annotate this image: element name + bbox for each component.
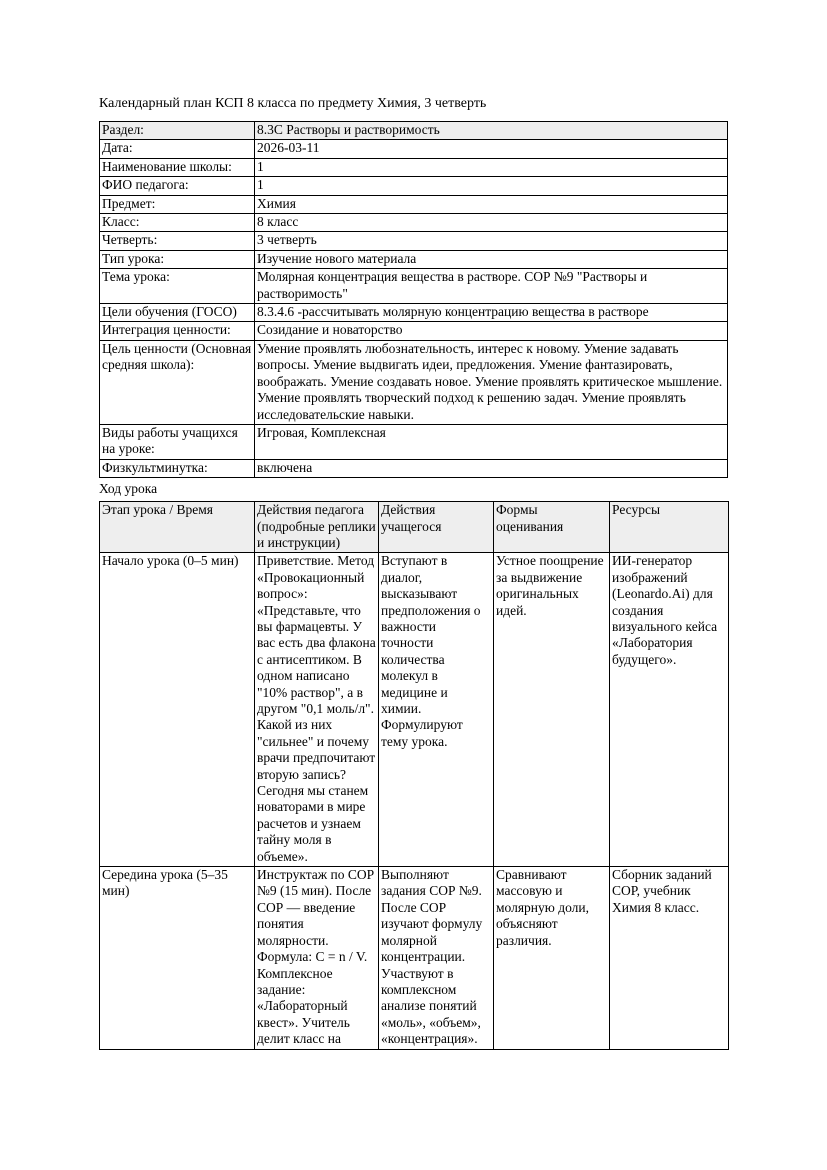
row-label: Интеграция ценности: bbox=[100, 322, 255, 340]
row-label: Тема урока: bbox=[100, 269, 255, 304]
row-value: включена bbox=[255, 459, 728, 477]
resources-cell: Сборник заданий СОР, учебник Химия 8 класс. bbox=[610, 867, 729, 1049]
row-label: Виды работы учащихся на уроке: bbox=[100, 424, 255, 459]
teacher-actions-cell: Инструктаж по СОР №9 (15 мин). После СОР — введение понятия молярности. Формула: C = n / V. Комплексное задание: «Лабораторный квест». Учитель делит класс на bbox=[255, 867, 379, 1049]
student-actions-cell: Вступают в диалог, высказывают предположения о важности точности количества молекул в медицине и химии. Формулируют тему урока. bbox=[379, 553, 494, 867]
table-row bbox=[100, 195, 728, 213]
row-value: 8 класс bbox=[255, 214, 728, 232]
row-value: Игровая, Комплексная bbox=[255, 424, 728, 459]
table-row bbox=[100, 158, 728, 176]
table-row bbox=[100, 177, 728, 195]
row-label: Цели обучения (ГОСО) bbox=[100, 304, 255, 322]
table-row bbox=[100, 553, 729, 867]
row-label: Физкультминутка: bbox=[100, 459, 255, 477]
row-label: ФИО педагога: bbox=[100, 177, 255, 195]
resources-cell: ИИ-генератор изображений (Leonardo.Ai) для создания визуального кейса «Лаборатория будущего». bbox=[610, 553, 729, 867]
column-header-resources: Ресурсы bbox=[610, 502, 729, 553]
table-row bbox=[100, 250, 728, 268]
column-header-student-actions: Действия учащегося bbox=[379, 502, 494, 553]
table-row bbox=[100, 322, 728, 340]
table-row bbox=[100, 269, 728, 304]
row-label: Предмет: bbox=[100, 195, 255, 213]
page-title: Календарный план КСП 8 класса по предмету Химия, 3 четверть bbox=[99, 96, 487, 111]
row-value: Химия bbox=[255, 195, 728, 213]
row-label: Четверть: bbox=[100, 232, 255, 250]
table-row bbox=[100, 214, 728, 232]
row-label: Наименование школы: bbox=[100, 158, 255, 176]
table-row bbox=[100, 340, 728, 424]
row-value: Молярная концентрация вещества в растворе. СОР №9 "Растворы и растворимость" bbox=[255, 269, 728, 304]
row-label: Цель ценности (Основная средняя школа): bbox=[100, 340, 255, 424]
row-label: Раздел: bbox=[100, 122, 255, 140]
row-label: Тип урока: bbox=[100, 250, 255, 268]
table-row bbox=[100, 122, 728, 140]
row-value: 1 bbox=[255, 158, 728, 176]
row-value: Изучение нового материала bbox=[255, 250, 728, 268]
table-row bbox=[100, 424, 728, 459]
teacher-actions-cell: Приветствие. Метод «Провокационный вопрос»: «Представьте, что вы фармацевты. У вас есть два флакона с антисептиком. В одном написано "10% раствор", а в другом "0,1 моль/л". Какой из них "сильнее" и почему врачи предпочитают вторую запись? Сегодня мы станем новаторами в мире расчетов и узнаем тайну моля в объеме». bbox=[255, 553, 379, 867]
assessment-cell: Устное поощрение за выдвижение оригинальных идей. bbox=[494, 553, 610, 867]
column-header-stage: Этап урока / Время bbox=[100, 502, 255, 553]
section-heading-lesson-flow: Ход урока bbox=[99, 481, 158, 497]
row-value: 8.3.4.6 -рассчитывать молярную концентрацию вещества в растворе bbox=[255, 304, 728, 322]
assessment-cell: Сравнивают массовую и молярную доли, объясняют различия. bbox=[494, 867, 610, 1049]
stage-cell: Середина урока (5–35 мин) bbox=[100, 867, 255, 1049]
table-row bbox=[100, 140, 728, 158]
header-row bbox=[100, 502, 729, 553]
row-value: 1 bbox=[255, 177, 728, 195]
lesson-flow-table bbox=[99, 501, 729, 1049]
column-header-teacher-actions: Действия педагога (подробные реплики и инструкции) bbox=[255, 502, 379, 553]
table-row bbox=[100, 459, 728, 477]
lesson-info-table bbox=[99, 121, 728, 478]
column-header-assessment: Формы оценивания bbox=[494, 502, 610, 553]
row-value: 8.3С Растворы и растворимость bbox=[255, 122, 728, 140]
document-content bbox=[99, 95, 728, 1050]
row-label: Класс: bbox=[100, 214, 255, 232]
table-row bbox=[100, 867, 729, 1049]
row-value: Созидание и новаторство bbox=[255, 322, 728, 340]
row-label: Дата: bbox=[100, 140, 255, 158]
table-row bbox=[100, 304, 728, 322]
row-value: 3 четверть bbox=[255, 232, 728, 250]
stage-cell: Начало урока (0–5 мин) bbox=[100, 553, 255, 867]
row-value: 2026-03-11 bbox=[255, 140, 728, 158]
table-row bbox=[100, 232, 728, 250]
student-actions-cell: Выполняют задания СОР №9. После СОР изучают формулу молярной концентрации. Участвуют в комплексном анализе понятий «моль», «объем», «концентрация». bbox=[379, 867, 494, 1049]
row-value: Умение проявлять любознательность, интерес к новому. Умение задавать вопросы. Умение выдвигать идеи, предложения. Умение фантазировать, воображать. Умение создавать новое. Умение проявлять критическое мышление. Умение проявлять творческий подход к решению задач. Умение проявлять исследовательские навыки. bbox=[255, 340, 728, 424]
